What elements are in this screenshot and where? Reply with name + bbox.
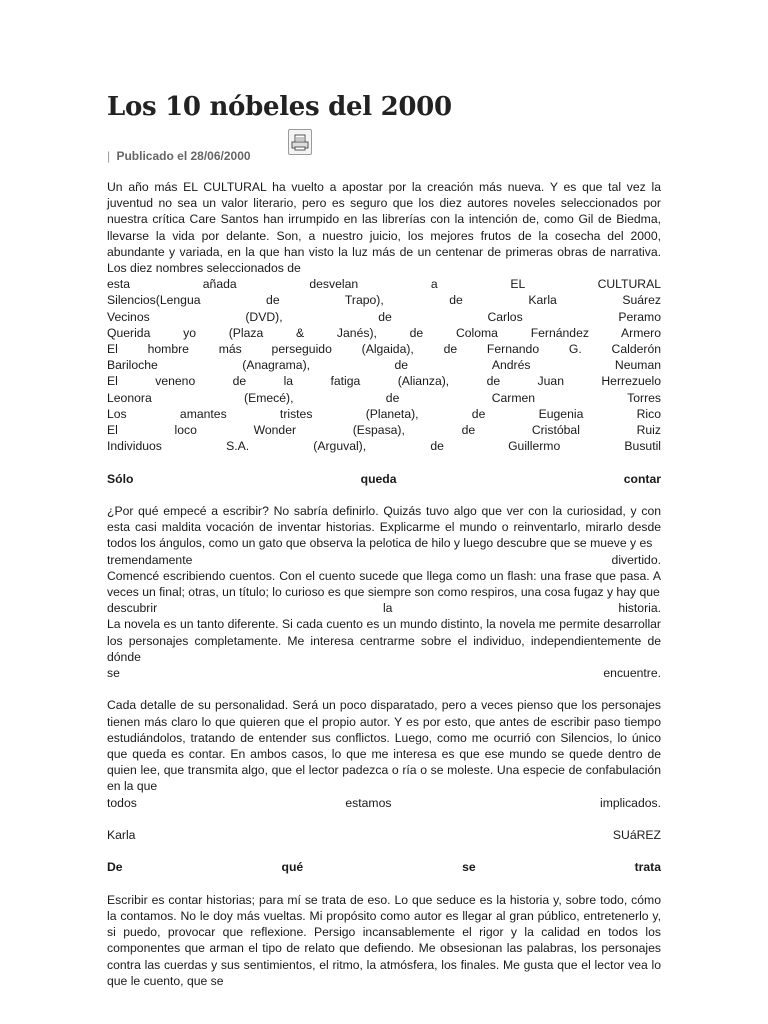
article-body xyxy=(107,179,661,989)
book-line: El hombre más perseguido (Algaida), de Fernando G. Calderón xyxy=(107,342,661,357)
book-line: El loco Wonder (Espasa), de Cristóbal Ruiz xyxy=(107,423,661,438)
book-line: Vecinos (DVD), de Carlos Peramo xyxy=(107,309,661,324)
meta-separator: | xyxy=(107,149,111,163)
paragraph-last-line: se encuentre. xyxy=(107,666,661,681)
intro-paragraph: Un año más EL CULTURAL ha vuelto a apostar por la creación más nueva. Y es que tal vez la juventud no sea un valor literario, pero es seguro que los diez autores noveles seleccionados por nuestra crítica Care Santos han irrumpido en las librerías con la intención de, como Gil de Biedma, llevarse la vida por delante. Son, a nuestro juicio, los mejores frutos de la cosecha del 2000, abundante y variada, en la que han visto la luz más de un centenar de primeras obras de narrativa. Los diez nombres seleccionados de xyxy=(107,180,661,276)
section-heading: De qué se trata xyxy=(107,860,661,875)
publish-date: Publicado el 28/06/2000 xyxy=(116,149,251,163)
paragraph: Comencé escribiendo cuentos. Con el cuento sucede que llega como un flash: una frase que pasa. A veces un final; otras, un título; lo curioso es que siempre son como respiros, una cosa fugaz y hay que xyxy=(107,568,661,600)
book-line: El veneno de la fatiga (Alianza), de Juan Herrezuelo xyxy=(107,374,661,389)
book-line: Individuos S.A. (Arguval), de Guillermo Busutil xyxy=(107,439,661,454)
print-icon xyxy=(289,130,311,154)
book-line: Silencios(Lengua de Trapo), de Karla Suárez xyxy=(107,293,661,308)
paragraph-last-line: tremendamente divertido. xyxy=(107,552,661,567)
publish-meta xyxy=(107,149,251,163)
author-signature: Karla SUáREZ xyxy=(107,828,661,843)
page-title: Los 10 nóbeles del 2000 xyxy=(107,92,452,122)
paragraph: La novela es un tanto diferente. Si cada cuento es un mundo distinto, la novela me permite desarrollar los personajes completamente. Me interesa centrarme sobre el individuo, independientemente de dónde xyxy=(107,617,661,664)
book-line: Bariloche (Anagrama), de Andrés Neuman xyxy=(107,358,661,373)
book-line: Querida yo (Plaza & Janés), de Coloma Fernández Armero xyxy=(107,325,661,340)
section-heading: Sólo queda contar xyxy=(107,471,661,486)
paragraph-last-line: todos estamos implicados. xyxy=(107,795,661,810)
print-button[interactable] xyxy=(288,129,312,155)
paragraph: ¿Por qué empecé a escribir? No sabría definirlo. Quizás tuvo algo que ver con la curiosidad, y con esta casi maldita vocación de inventar historias. Explicarme el mundo o reinventarlo, mirarlo desde todos los ángulos, como un gato que observa la pelotica de hilo y luego descubre que se mueve y es xyxy=(107,504,661,551)
paragraph: Cada detalle de su personalidad. Será un poco disparatado, pero a veces pienso que los personajes tienen más claro lo que quieren que el propio autor. Y es por esto, que antes de escribir paso tiempo estudiándolos, tratando de entender sus conflictos. Luego, como me ocurrió con Silencios, lo único que queda es contar. En ambos casos, lo que me interesa es que ese mundo se quede dentro de quien lee, que transmita algo, que el lector padezca o ría o se moleste. Una especie de confabulación en la que xyxy=(107,698,661,794)
paragraph-last-line: descubrir la historia. xyxy=(107,601,661,616)
intro-last-line: esta añada desvelan a EL CULTURAL xyxy=(107,277,661,292)
book-line: Los amantes tristes (Planeta), de Eugenia Rico xyxy=(107,406,661,421)
paragraph: Escribir es contar historias; para mí se trata de eso. Lo que seduce es la historia y, sobre todo, cómo la contamos. No le doy más vueltas. Mi propósito como autor es llegar al gran público, entretenerlo y, si puedo, provocar que reflexione. Persigo incansablemente el rigor y la calidad en todos los componentes que arman el tipo de relato que defiendo. Me obsesionan las palabras, los personajes contra las cuerdas y sus sentimientos, el ritmo, la atmósfera, los finales. Me gusta que el lector vea lo que le cuento, que se xyxy=(107,892,661,988)
book-line: Leonora (Emecé), de Carmen Torres xyxy=(107,390,661,405)
